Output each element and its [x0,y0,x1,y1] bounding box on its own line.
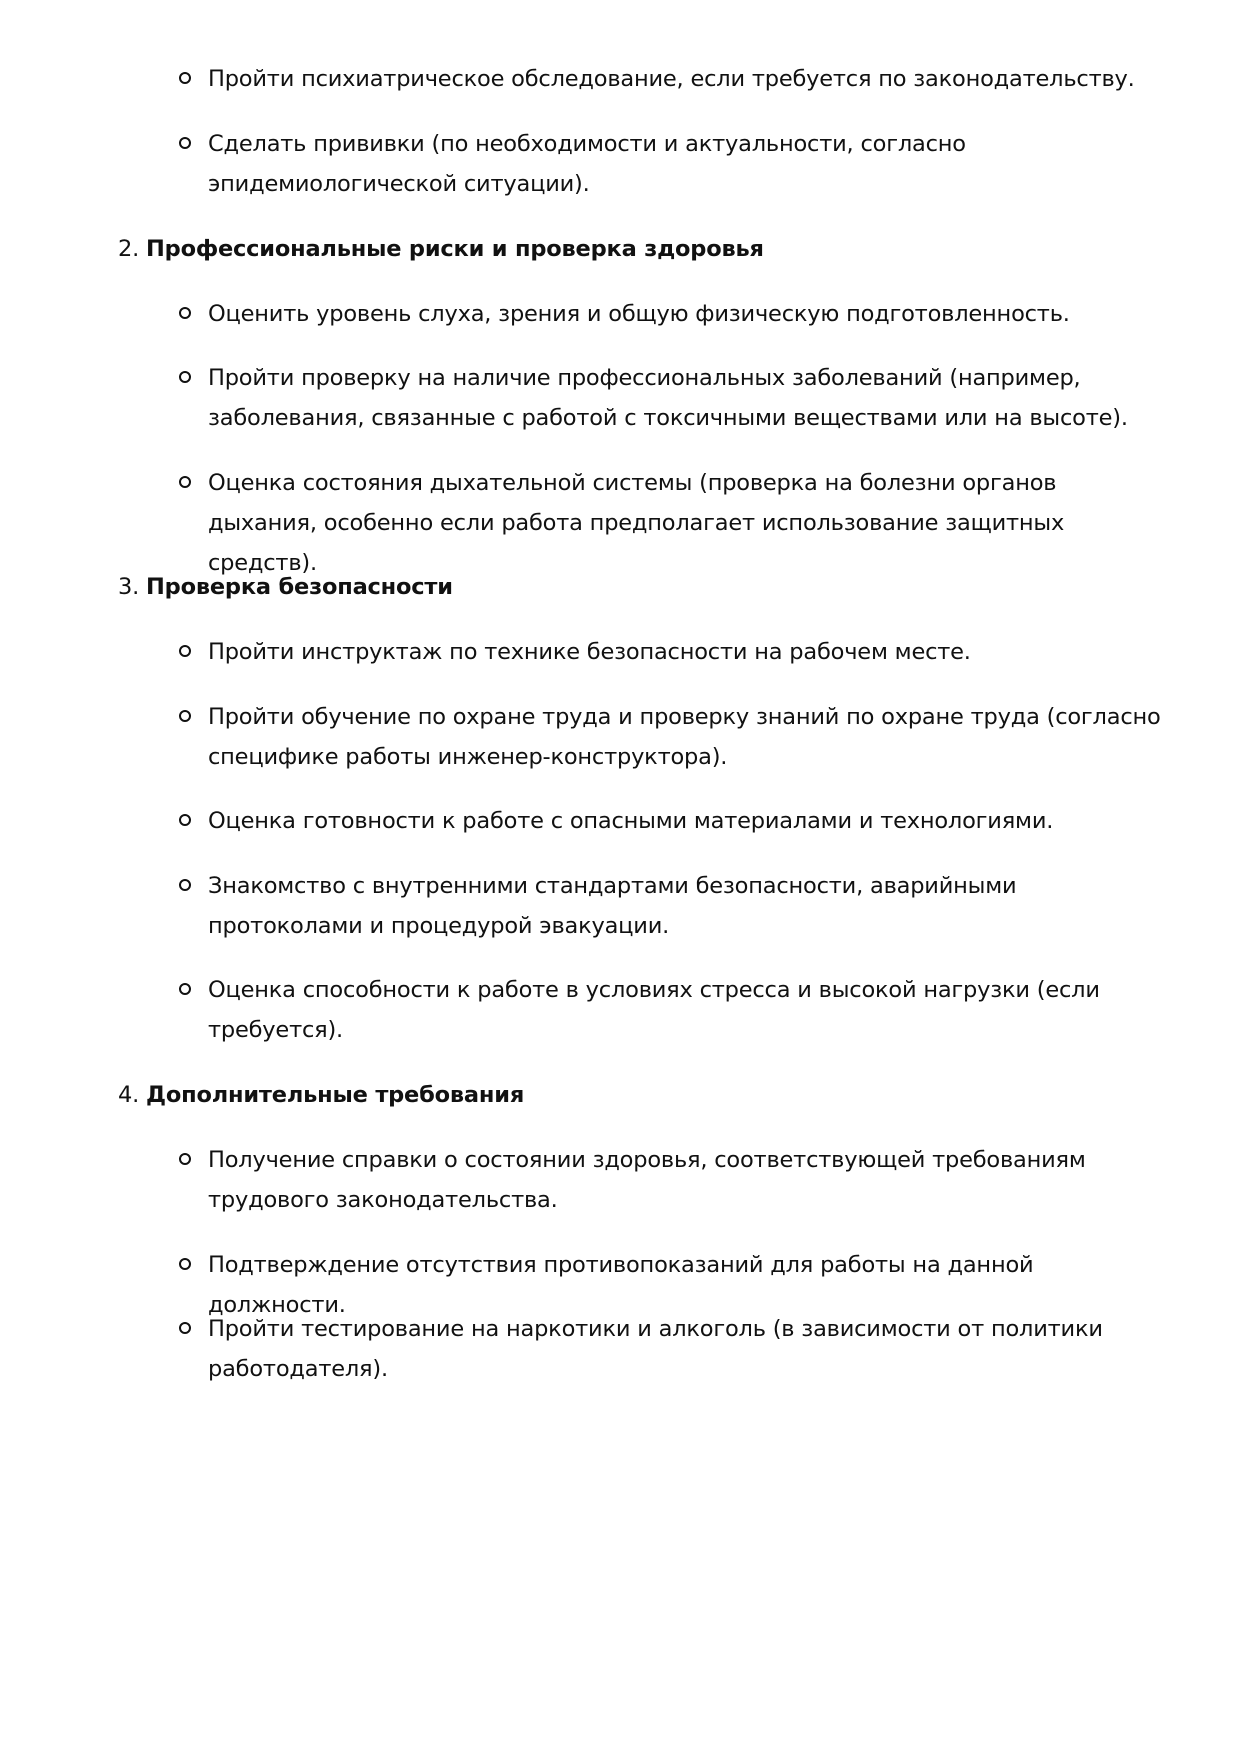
list-item [208,59,1168,99]
section-heading-3 [118,567,453,607]
list-item-text: Подтверждение отсутствия противопоказаний для работы на данной должности. [208,1252,1034,1318]
circle-bullet-icon [179,983,191,995]
list-item-text: Пройти психиатрическое обследование, если требуется по законодательству. [208,66,1135,92]
list-item-text: Пройти тестирование на наркотики и алкоголь (в зависимости от политики работодателя). [208,1316,1103,1382]
section-number: 2. [118,236,140,262]
list-item [208,358,1168,438]
list-item [208,866,1168,946]
list-item [208,801,1168,841]
circle-bullet-icon [179,307,191,319]
section-heading-4 [118,1075,524,1115]
list-item [208,1140,1168,1220]
circle-bullet-icon [179,814,191,826]
circle-bullet-icon [179,1258,191,1270]
circle-bullet-icon [179,1322,191,1334]
circle-bullet-icon [179,371,191,383]
section-number: 3. [118,574,140,600]
list-item-text: Оценка способности к работе в условиях стресса и высокой нагрузки (если требуется). [208,977,1100,1043]
circle-bullet-icon [179,645,191,657]
section-title: Профессиональные риски и проверка здоровья [146,236,764,262]
list-item [208,632,1168,672]
list-item [208,697,1168,777]
list-item [208,124,1168,204]
list-item [208,463,1168,583]
list-item [208,1309,1168,1389]
circle-bullet-icon [179,1153,191,1165]
list-item [208,294,1168,334]
circle-bullet-icon [179,72,191,84]
section-heading-2 [118,229,764,269]
section-number: 4. [118,1082,140,1108]
list-item-text: Оценить уровень слуха, зрения и общую физическую подготовленность. [208,301,1070,327]
list-item-text: Пройти обучение по охране труда и проверку знаний по охране труда (согласно специфике работы инженер-конструктора). [208,704,1161,770]
list-item-text: Оценка готовности к работе с опасными материалами и технологиями. [208,808,1054,834]
section-title: Проверка безопасности [146,574,453,600]
list-item-text: Получение справки о состоянии здоровья, соответствующей требованиям трудового законодательства. [208,1147,1086,1213]
list-item-text: Знакомство с внутренними стандартами безопасности, аварийными протоколами и процедурой эвакуации. [208,873,1017,939]
circle-bullet-icon [179,137,191,149]
circle-bullet-icon [179,476,191,488]
list-item-text: Пройти инструктаж по технике безопасности на рабочем месте. [208,639,971,665]
circle-bullet-icon [179,710,191,722]
list-item-text: Оценка состояния дыхательной системы (проверка на болезни органов дыхания, особенно если работа предполагает использование защитных средств). [208,470,1065,576]
list-item [208,970,1168,1050]
list-item-text: Пройти проверку на наличие профессиональных заболеваний (например, заболевания, связанные с работой с токсичными веществами или на высоте). [208,365,1128,431]
circle-bullet-icon [179,879,191,891]
section-title: Дополнительные требования [146,1082,525,1108]
list-item-text: Сделать прививки (по необходимости и актуальности, согласно эпидемиологической ситуации). [208,131,966,197]
